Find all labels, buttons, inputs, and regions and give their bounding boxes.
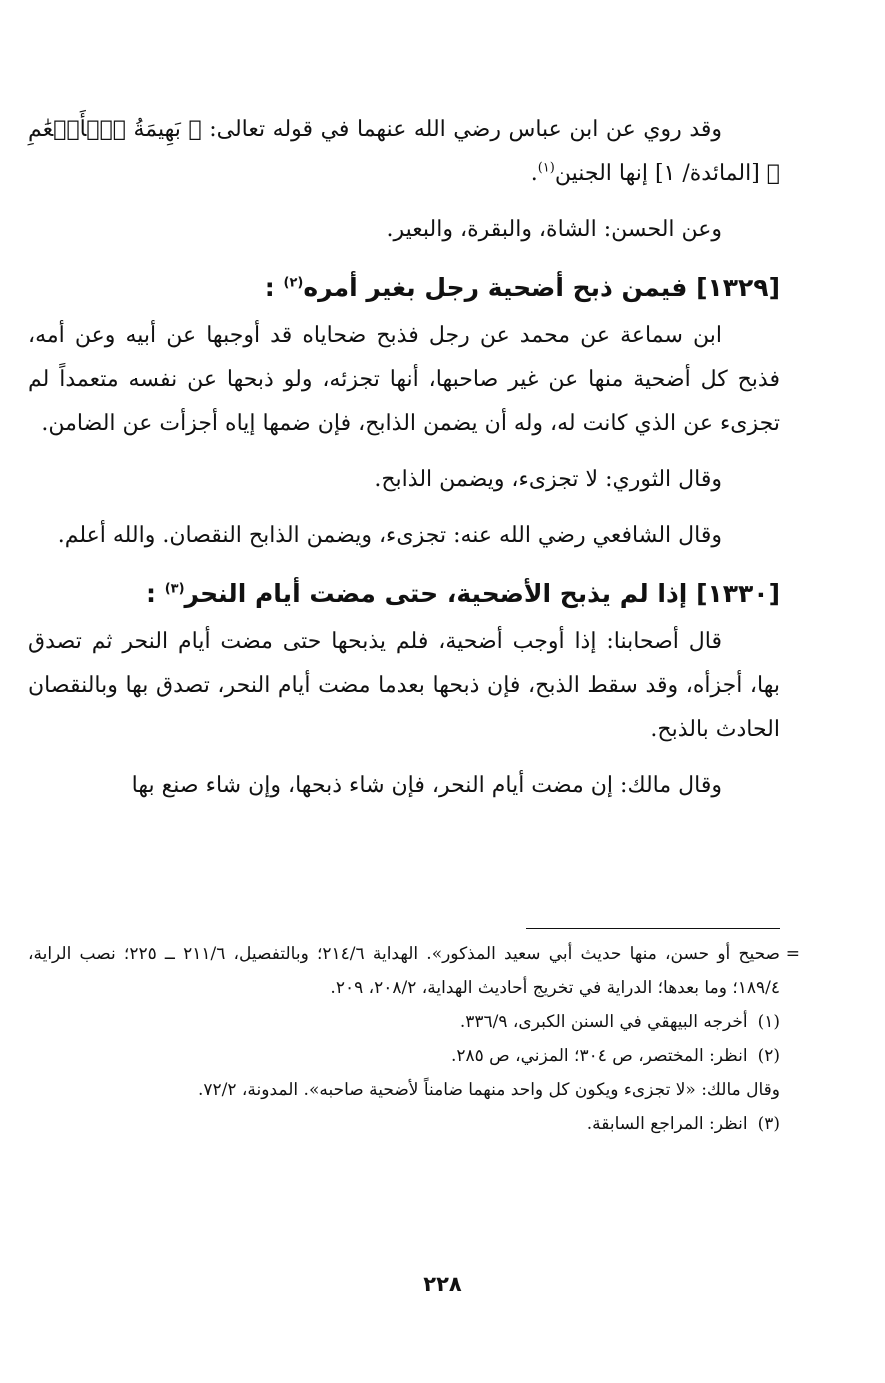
footnote-1 xyxy=(28,1005,780,1039)
footnote-2-extra: وقال مالك: «لا تجزىء ويكون كل واحد منهما ضامناً لأضحية صاحبه». المدونة، ٧٢/٢. xyxy=(198,1080,780,1100)
footnote-number: (٢) xyxy=(757,1046,780,1066)
footnote-text: انظر: المراجع السابقة. xyxy=(586,1114,748,1134)
continuation-mark: = xyxy=(785,944,800,964)
footnote-continuation xyxy=(28,937,800,1005)
paragraph-text: [المائدة/ ١] إنها الجنين xyxy=(554,161,767,186)
footnote-ref-1[interactable]: (١) xyxy=(537,160,555,176)
quran-verse: ﴿ بَهِيمَةُ ٱلۡأَنۡعَٰمِ ﴾ xyxy=(28,117,780,186)
footnote-number: (١) xyxy=(757,1012,780,1032)
footnote-text: انظر: المختصر، ص ٣٠٤؛ المزني، ص ٢٨٥. xyxy=(450,1046,748,1066)
section-heading-1330 xyxy=(28,572,780,616)
section-title: فيمن ذبح أضحية رجل بغير أمره xyxy=(303,273,697,302)
heading-colon: : xyxy=(264,273,284,302)
footnote-text: أخرجه البيهقي في السنن الكبرى، ٣٣٦/٩. xyxy=(459,1012,748,1032)
footnote-ref-2[interactable]: (٢) xyxy=(283,275,304,291)
paragraph-shafii: وقال الشافعي رضي الله عنه: تجزىء، ويضمن الذابح النقصان. والله أعلم. xyxy=(57,523,722,548)
paragraph-ibn-abbas xyxy=(28,108,780,196)
footnote-2 xyxy=(28,1039,780,1073)
footnote-divider xyxy=(526,928,780,929)
section-number: [١٣٢٩] xyxy=(696,273,780,302)
footnote-text: صحيح أو حسن، منها حديث أبي سعيد المذكور». الهداية ٢١٤/٦؛ وبالتفصيل، ٢١١/٦ ــ ٢٢٥؛ نصب الراية، ١٨٩/٤؛ وما بعدها؛ الدراية في تخريج أحاديث الهداية، ٢٠٨/٢، ٢٠٩. xyxy=(28,944,780,998)
footnotes xyxy=(28,928,800,1141)
section-title: إذا لم يذبح الأضحية، حتى مضت أيام النحر xyxy=(184,579,697,608)
footnote-ref-3[interactable]: (٣) xyxy=(164,581,185,597)
footnote-number: (٣) xyxy=(757,1114,780,1134)
paragraph-ashabuna: قال أصحابنا: إذا أوجب أضحية، فلم يذبحها حتى مضت أيام النحر ثم تصدق بها، أجزأه، وقد سقط الذبح، فإن ذبحها بعدما مضت أيام النحر، تصدق بها وبالنقصان الحادث بالذبح. xyxy=(28,629,780,742)
paragraph-text: . xyxy=(530,161,538,186)
paragraph-thawri: وقال الثوري: لا تجزىء، ويضمن الذابح. xyxy=(374,467,722,492)
paragraph-hasan: وعن الحسن: الشاة، والبقرة، والبعير. xyxy=(386,217,722,242)
section-heading-1329 xyxy=(28,266,780,310)
footnote-3 xyxy=(28,1107,780,1141)
paragraph-ibn-samaa: ابن سماعة عن محمد عن رجل فذبح ضحاياه قد أوجبها عن أبيه وعن أمه، فذبح كل أضحية منها عن غير صاحبها، أنها تجزئه، ولو ذبحها عن نفسه متعمداً لم تجزىء عن الذي كانت له، وله أن يضمن الذابح، فإن ضمها إياه أجزأت عن الضامن. xyxy=(28,323,780,436)
section-number: [١٣٣٠] xyxy=(696,579,780,608)
page-number: ٢٢٨ xyxy=(423,1272,462,1296)
paragraph-malik: وقال مالك: إن مضت أيام النحر، فإن شاء ذبحها، وإن شاء صنع بها xyxy=(131,773,722,798)
main-text xyxy=(28,108,780,808)
heading-colon: : xyxy=(145,579,165,608)
paragraph-text: وقد روي عن ابن عباس رضي الله عنهما في قوله تعالى: xyxy=(201,117,723,142)
